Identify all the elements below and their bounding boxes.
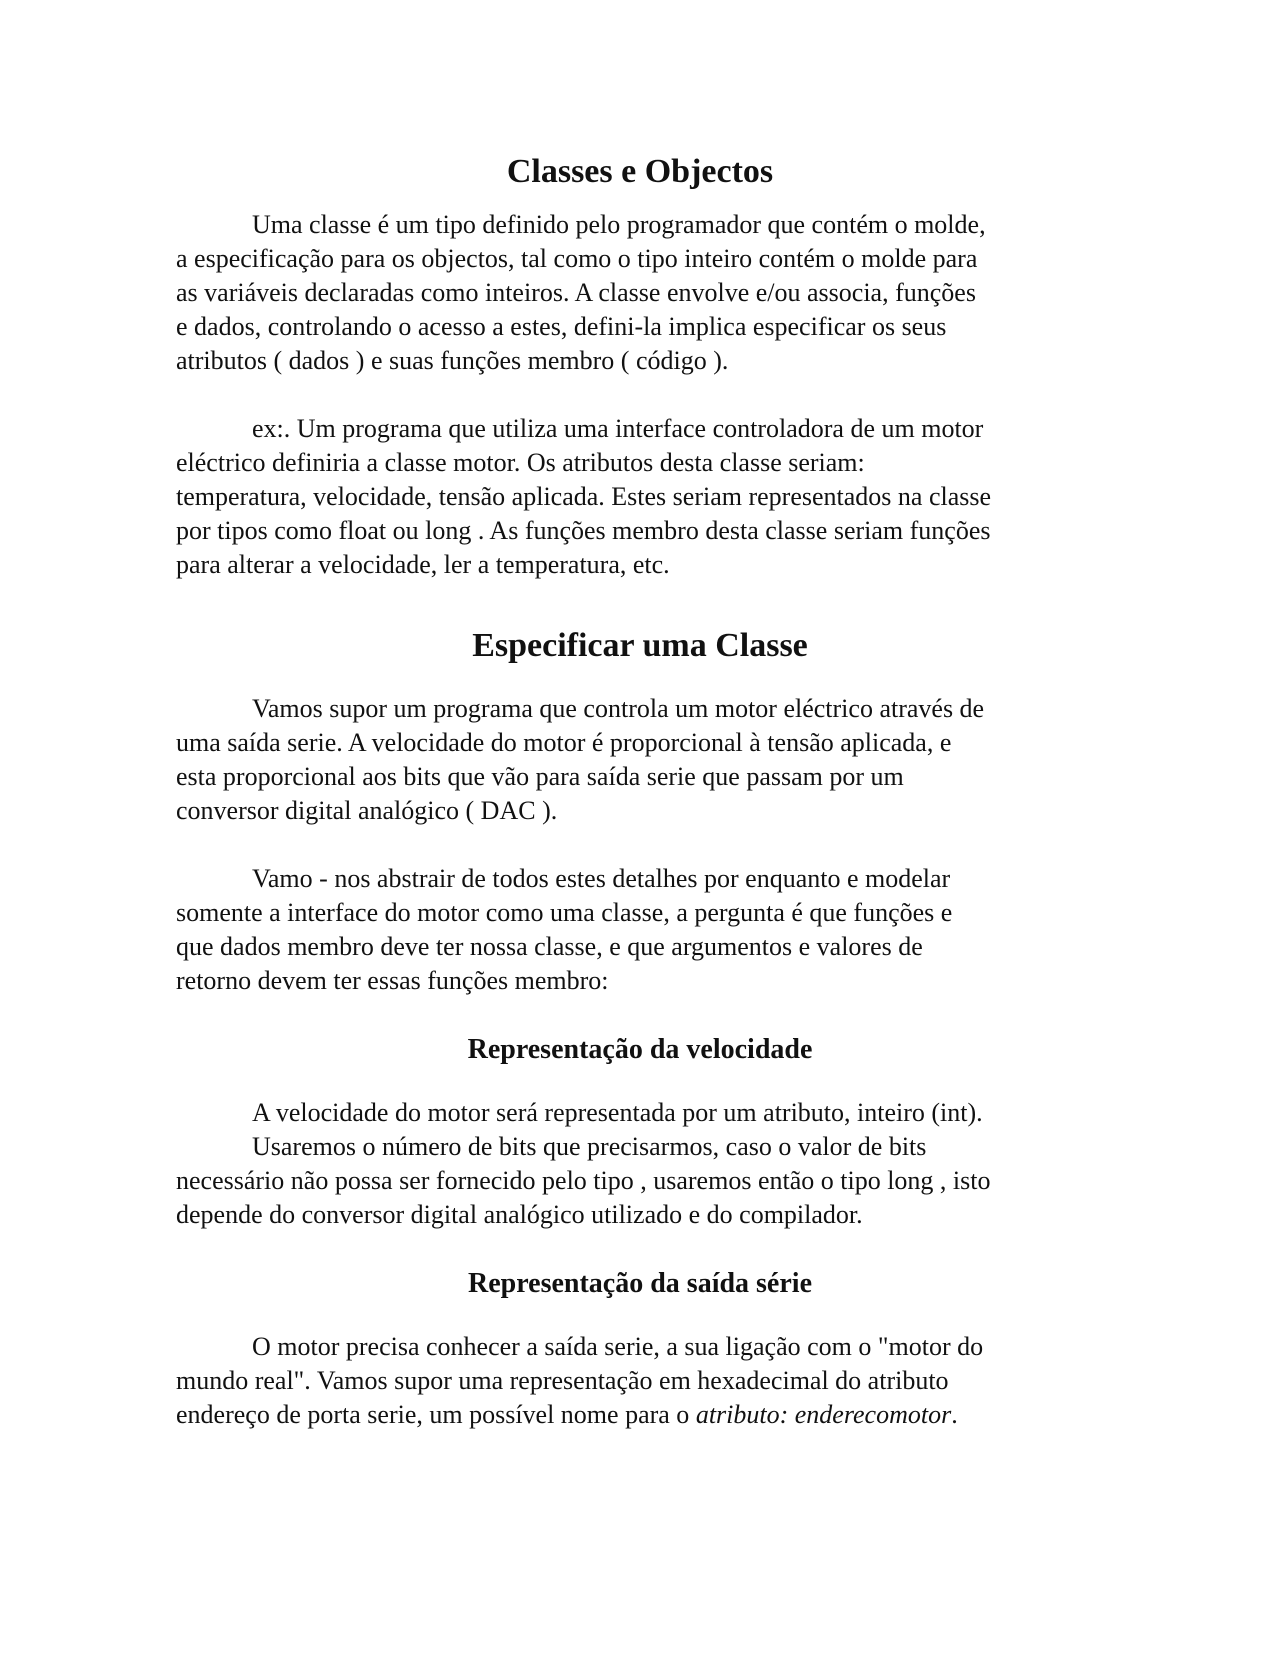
- text-line: Vamos supor um programa que controla um motor eléctrico através de: [252, 694, 985, 723]
- text-line: A velocidade do motor será representada por um atributo, inteiro (int).: [252, 1098, 983, 1127]
- heading-especificar-uma-classe: Especificar uma Classe: [472, 627, 808, 664]
- text-line: por tipos como float ou long . As funções membro desta classe seriam funções: [176, 516, 991, 545]
- text-line: somente a interface do motor como uma classe, a pergunta é que funções e: [176, 898, 953, 927]
- text-line-last: [176, 1398, 1104, 1432]
- text-plain: endereço de porta serie, um possível nome para o: [176, 1400, 696, 1429]
- text-line: depende do conversor digital analógico utilizado e do compilador.: [176, 1200, 863, 1229]
- text-line: mundo real". Vamos supor uma representação em hexadecimal do atributo: [176, 1366, 949, 1395]
- text-period: .: [951, 1400, 958, 1429]
- heading-representacao-velocidade: Representação da velocidade: [467, 1034, 813, 1065]
- text-line: ex:. Um programa que utiliza uma interface controladora de um motor: [252, 414, 984, 443]
- paragraph-classe-definicao: [176, 208, 1104, 378]
- text-line: a especificação para os objectos, tal como o tipo inteiro contém o molde para: [176, 244, 978, 273]
- text-line: retorno devem ter essas funções membro:: [176, 966, 609, 995]
- text-line: atributos ( dados ) e suas funções membro ( código ).: [176, 346, 729, 375]
- heading-representacao-saida-serie: Representação da saída série: [468, 1268, 812, 1299]
- paragraph-velocidade-motor: [176, 1096, 1104, 1232]
- text-line: para alterar a velocidade, ler a temperatura, etc.: [176, 550, 670, 579]
- text-line: O motor precisa conhecer a saída serie, a sua ligação com o "motor do: [252, 1332, 984, 1361]
- text-line: necessário não possa ser fornecido pelo tipo , usaremos então o tipo long , isto: [176, 1166, 991, 1195]
- text-line: eléctrico definiria a classe motor. Os atributos desta classe seriam:: [176, 448, 865, 477]
- paragraph-supor-programa: [176, 692, 1104, 828]
- text-line: as variáveis declaradas como inteiros. A classe envolve e/ou associa, funções: [176, 278, 976, 307]
- text-line: Vamo - nos abstrair de todos estes detalhes por enquanto e modelar: [252, 864, 951, 893]
- text-line: e dados, controlando o acesso a estes, defini-la implica especificar os seus: [176, 312, 947, 341]
- paragraph-saida-serie: [176, 1330, 1104, 1432]
- text-line: conversor digital analógico ( DAC ).: [176, 796, 558, 825]
- text-line: esta proporcional aos bits que vão para saída serie que passam por um: [176, 762, 904, 791]
- paragraph-exemplo-motor: [176, 412, 1104, 582]
- paragraph-abstrair-detalhes: [176, 862, 1104, 998]
- text-line: que dados membro deve ter nossa classe, e que argumentos e valores de: [176, 932, 923, 961]
- text-line: Uma classe é um tipo definido pelo programador que contém o molde,: [252, 210, 986, 239]
- heading-classes-e-objectos: Classes e Objectos: [506, 153, 774, 190]
- text-line: temperatura, velocidade, tensão aplicada. Estes seriam representados na classe: [176, 482, 992, 511]
- text-italic-atributo: atributo: enderecomotor: [695, 1400, 952, 1429]
- document-content: [176, 148, 1104, 1432]
- text-line: Usaremos o número de bits que precisarmos, caso o valor de bits: [252, 1132, 927, 1161]
- text-line: uma saída serie. A velocidade do motor é proporcional à tensão aplicada, e: [176, 728, 952, 757]
